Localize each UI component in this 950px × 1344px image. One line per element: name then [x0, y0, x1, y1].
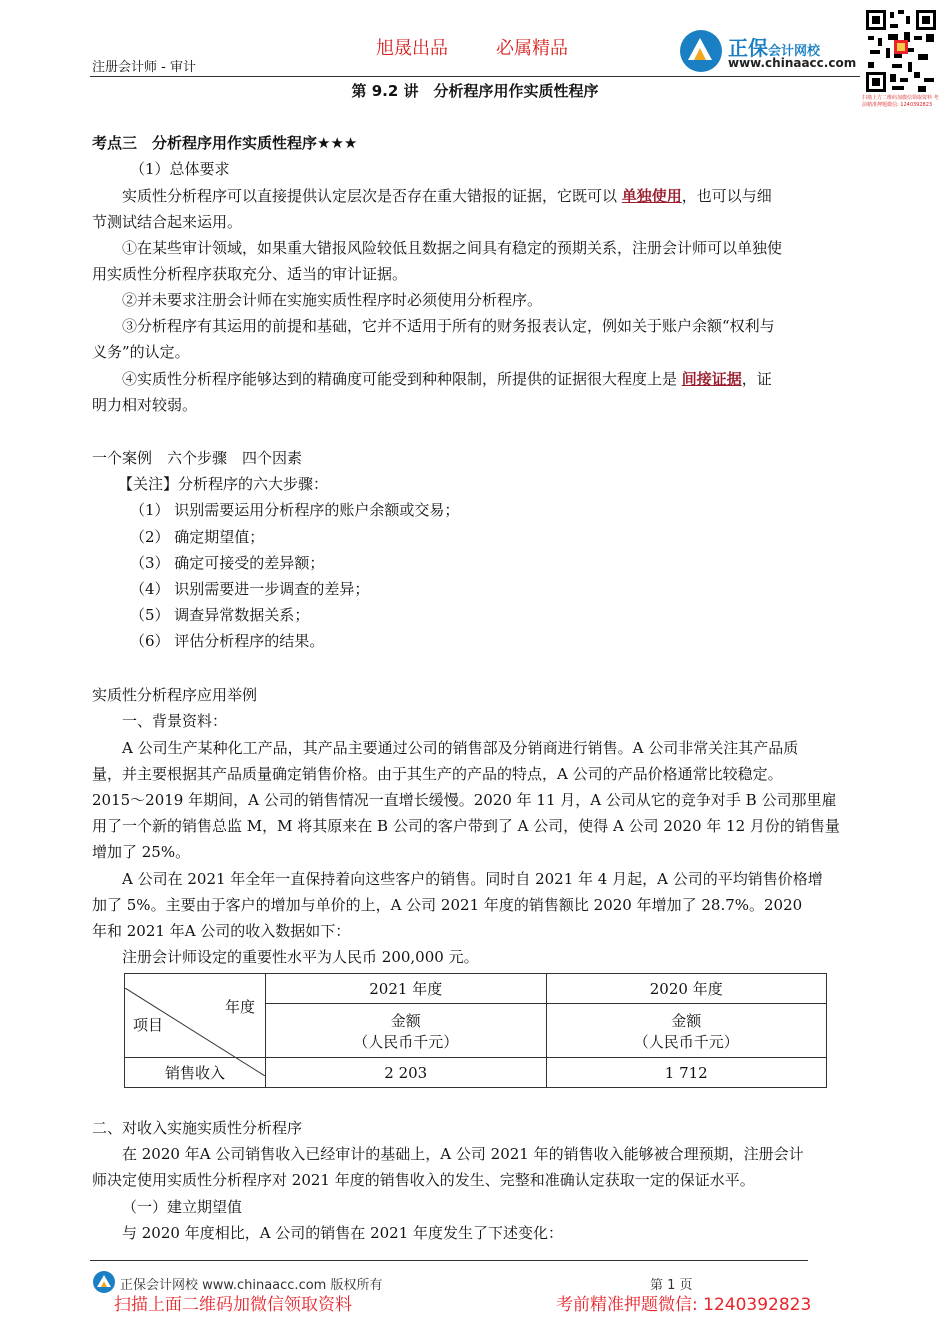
list-item: （1） 识别需要运用分析程序的账户余额或交易；	[130, 501, 460, 519]
footer-divider	[90, 1260, 808, 1261]
paragraph: 用实质性分析程序获取充分、适当的审计证据。	[92, 265, 408, 283]
unit-label: 金额	[671, 1011, 702, 1030]
highlight-independent-use: 单独使用	[621, 187, 682, 205]
paragraph: ①在某些审计领域，如果重大错报风险较低且数据之间具有稳定的预期关系，注册会计师可以单独使	[122, 239, 783, 257]
list-item: （3） 确定可接受的差异额；	[130, 554, 325, 572]
paragraph: A 公司生产某种化工产品，其产品主要通过公司的销售部及分销商进行销售。A 公司非常关注其产品质	[122, 739, 799, 757]
footer	[92, 1270, 872, 1315]
paragraph: ③分析程序有其运用的前提和基础，它并不适用于所有的财务报表认定，例如关于账户余额“权利与	[122, 317, 775, 335]
unit-currency: （人民币千元）	[353, 1032, 459, 1051]
paragraph: 明力相对较弱。	[92, 396, 198, 414]
paragraph: A 公司在 2021 年全年一直保持着向这些客户的销售。同时自 2021 年 4 月起，A 公司的平均销售价格增	[122, 870, 823, 888]
unit-cell-2020	[546, 1004, 827, 1058]
corner-item-label: 项目	[133, 1015, 164, 1034]
header-brand-2: 必属精品	[496, 38, 568, 59]
chinaacc-logo	[678, 28, 858, 76]
example-title: 实质性分析程序应用举例	[92, 686, 258, 704]
paragraph: 节测试结合起来运用。	[92, 213, 243, 231]
paragraph: ②并未要求注册会计师在实施实质性程序时必须使用分析程序。	[122, 291, 543, 309]
table-corner-cell	[125, 974, 266, 1058]
paragraph: 年和 2021 年A 公司的收入数据如下：	[92, 922, 351, 940]
part2-title: 二、对收入实施实质性分析程序	[92, 1119, 303, 1137]
column-header-2021: 2021 年度	[266, 974, 547, 1004]
steps-intro: 一个案例 六个步骤 四个因素	[92, 449, 303, 467]
section-title: 考点三 分析程序用作实质性程序★★★	[92, 134, 358, 152]
footer-promo-left: 扫描上面二维码加微信领取资料	[114, 1295, 352, 1315]
list-item: （6） 评估分析程序的结果。	[130, 632, 325, 650]
footer-promo-right: 考前精准押题微信: 1240392823	[556, 1295, 812, 1315]
subsection-expectation: （一）建立期望值	[122, 1198, 243, 1216]
logo-emblem-icon	[678, 28, 724, 74]
text: ，也可以与细	[681, 187, 772, 205]
paragraph: 师决定使用实质性分析程序对 2021 年度的销售收入的发生、完整和准确认定获取一定的保证水平。	[92, 1171, 755, 1189]
value-2020: 1 712	[546, 1058, 827, 1088]
corner-year-label: 年度	[224, 997, 255, 1016]
paragraph: 义务”的认定。	[92, 343, 190, 361]
lecture-title: 第 9.2 讲 分析程序用作实质性程序	[351, 82, 599, 100]
unit-label: 金额	[390, 1011, 421, 1030]
paragraph: 在 2020 年A 公司销售收入已经审计的基础上，A 公司 2021 年的销售收入能够被合理预期，注册会计	[122, 1145, 804, 1163]
list-item: （4） 识别需要进一步调查的差异；	[130, 580, 370, 598]
text: ④实质性分析程序能够达到的精确度可能受到种种限制，所提供的证据很大程度上是	[122, 370, 682, 388]
row-label-revenue: 销售收入	[125, 1058, 266, 1088]
steps-focus: 【关注】分析程序的六大步骤：	[118, 475, 329, 493]
unit-currency: （人民币千元）	[633, 1032, 739, 1051]
paragraph: 与 2020 年度相比，A 公司的销售在 2021 年度发生了下述变化：	[122, 1224, 564, 1242]
logo-sub: 会计网校	[768, 44, 821, 59]
header-brand-1: 旭晟出品	[376, 38, 448, 59]
materiality-note: 注册会计师设定的重要性水平为人民币 200,000 元。	[122, 948, 479, 966]
unit-cell-2021	[266, 1004, 547, 1058]
list-item: （2） 确定期望值；	[130, 528, 265, 546]
paragraph: 用了一个新的销售总监 M，M 将其原来在 B 公司的客户带到了 A 公司，使得 A 公司 2020 年 12 月份的销售量	[92, 817, 840, 835]
paragraph: 量，并主要根据其产品质量确定销售价格。由于其生产的产品的特点，A 公司的产品价格通常比较稳定。	[92, 765, 783, 783]
column-header-2020: 2020 年度	[546, 974, 827, 1004]
highlight-indirect-evidence: 间接证据	[681, 370, 742, 388]
page-number: 第 1 页	[650, 1278, 693, 1293]
logo-url: www.chinaacc.com	[728, 56, 857, 70]
logo-title: 正保	[728, 36, 768, 60]
qr-note: 扫描上方二维码加微信领取资料 考前精准押题微信: 1240392823	[862, 95, 939, 108]
header-subject: 注册会计师 - 审计	[92, 60, 196, 75]
paragraph: 加了 5%。主要由于客户的增加与单价的上，A 公司 2021 年度的销售额比 2020 年增加了 28.7%。2020	[92, 896, 803, 914]
paragraph: 增加了 25%。	[92, 843, 191, 861]
paragraph: 2015～2019 年期间，A 公司的销售情况一直增长缓慢。2020 年 11 月，A 公司从它的竞争对手 B 公司那里雇	[92, 791, 837, 809]
list-item: （5） 调查异常数据关系；	[130, 606, 310, 624]
footer-logo-icon	[92, 1270, 116, 1294]
footer-copyright: 正保会计网校 www.chinaacc.com 版权所有	[120, 1278, 383, 1293]
revenue-table	[124, 973, 827, 1088]
subsection-general: （1）总体要求	[130, 160, 230, 178]
value-2021: 2 203	[266, 1058, 547, 1088]
background-heading: 一、背景资料：	[122, 712, 228, 730]
text: 实质性分析程序可以直接提供认定层次是否存在重大错报的证据，它既可以	[122, 187, 622, 205]
header-divider	[90, 76, 860, 77]
paragraph	[122, 369, 862, 389]
paragraph	[122, 186, 862, 206]
text: ，证	[741, 370, 772, 388]
